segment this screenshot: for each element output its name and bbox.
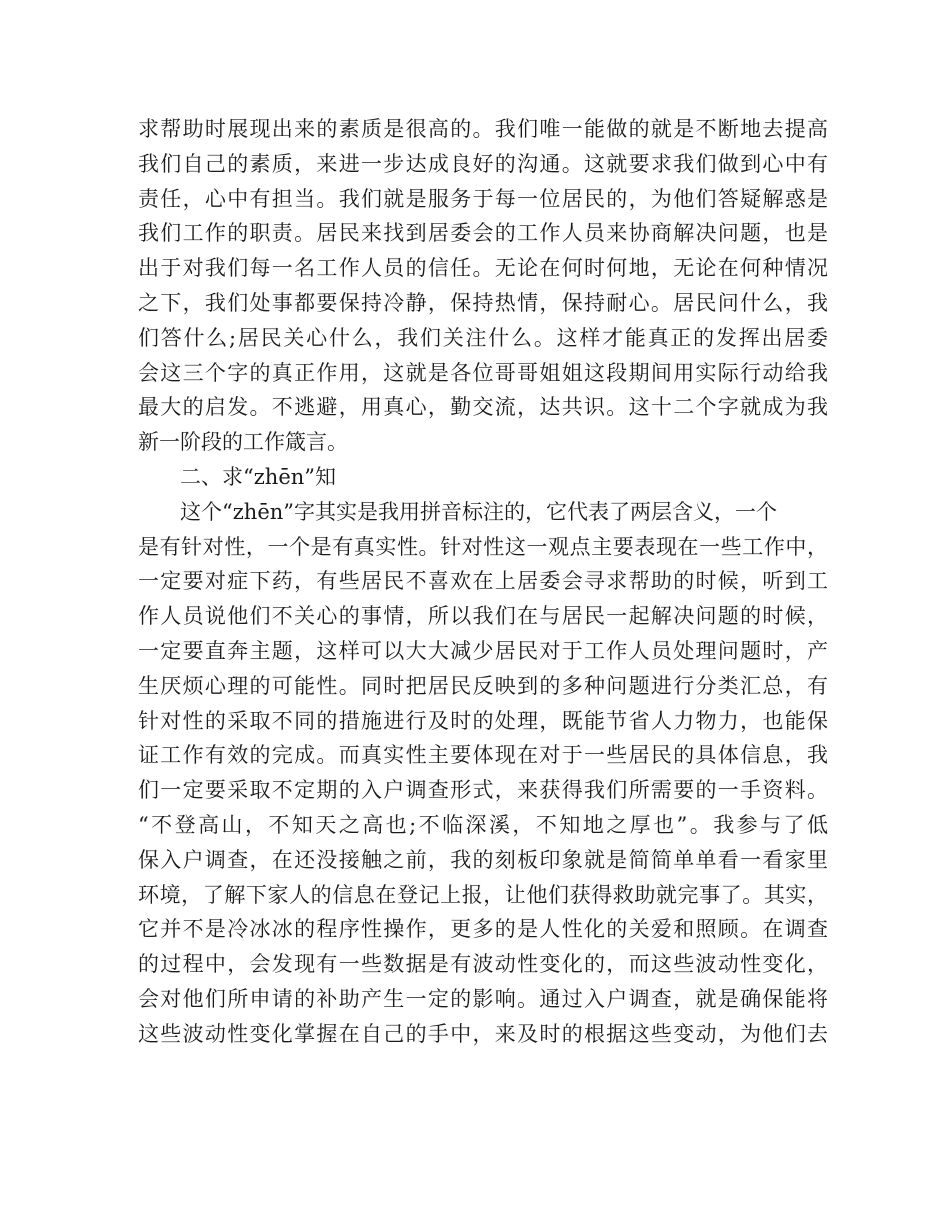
text-line: “不登高山，不知天之高也;不临深溪，不知地之厚也”。我参与了低 (138, 812, 828, 837)
text-line: 求帮助时展现出来的素质是很高的。我们唯一能做的就是不断地去提高 (138, 117, 828, 141)
text-line: 会这三个字的真正作用，这就是各位哥哥姐姐这段期间用实际行动给我 (138, 360, 828, 385)
text-line: 环境，了解下家人的信息在登记上报，让他们获得救助就完事了。其实， (138, 882, 828, 907)
text-line: 作人员说他们不关心的事情，所以我们在与居民一起解决问题的时候， (138, 604, 828, 629)
text-line: 们一定要采取不定期的入户调查形式，来获得我们所需要的一手资料。 (138, 778, 828, 803)
text-line: 生厌烦心理的可能性。同时把居民反映到的多种问题进行分类汇总，有 (138, 673, 828, 698)
text-line: 针对性的采取不同的措施进行及时的处理，既能节省人力物力，也能保 (138, 708, 828, 733)
document-body (138, 112, 828, 1052)
text-line: 它并不是冷冰冰的程序性操作，更多的是人性化的关爱和照顾。在调查 (138, 917, 828, 942)
text-line: 会对他们所申请的补助产生一定的影响。通过入户调查，就是确保能将 (138, 986, 828, 1011)
paragraph-first-line: 这个“zhēn”字其实是我用拼音标注的，它代表了两层含义，一个 (180, 499, 778, 524)
text-line: 证工作有效的完成。而真实性主要体现在对于一些居民的具体信息，我 (138, 743, 828, 768)
text-line: 一定要对症下药，有些居民不喜欢在上居委会寻求帮助的时候，听到工 (138, 569, 828, 594)
text-line: 一定要直奔主题，这样可以大大减少居民对于工作人员处理问题时，产 (138, 638, 828, 663)
text-line: 之下，我们处事都要保持冷静，保持热情，保持耐心。居民问什么，我 (138, 290, 828, 315)
text-line: 们答什么;居民关心什么，我们关注什么。这样才能真正的发挥出居委 (138, 325, 828, 350)
text-line: 的过程中，会发现有一些数据是有波动性变化的，而这些波动性变化， (138, 952, 828, 977)
section-heading: 二、求“zhēn”知 (180, 464, 337, 489)
text-line: 出于对我们每一名工作人员的信任。无论在何时何地，无论在何种情况 (138, 256, 828, 281)
text-line: 是有针对性，一个是有真实性。针对性这一观点主要表现在一些工作中， (138, 534, 828, 559)
text-line: 我们工作的职责。居民来找到居委会的工作人员来协商解决问题，也是 (138, 221, 828, 246)
text-line: 这些波动性变化掌握在自己的手中，来及时的根据这些变动，为他们去 (138, 1021, 828, 1046)
text-line: 责任，心中有担当。我们就是服务于每一位居民的，为他们答疑解惑是 (138, 186, 828, 211)
text-line: 最大的启发。不逃避，用真心，勤交流，达共识。这十二个字就成为我 (138, 395, 828, 420)
text-line: 我们自己的素质，来进一步达成良好的沟通。这就要求我们做到心中有 (138, 151, 828, 176)
text-line: 保入户调查，在还没接触之前，我的刻板印象就是简简单单看一看家里 (138, 847, 828, 872)
text-line: 新一阶段的工作箴言。 (138, 430, 348, 455)
